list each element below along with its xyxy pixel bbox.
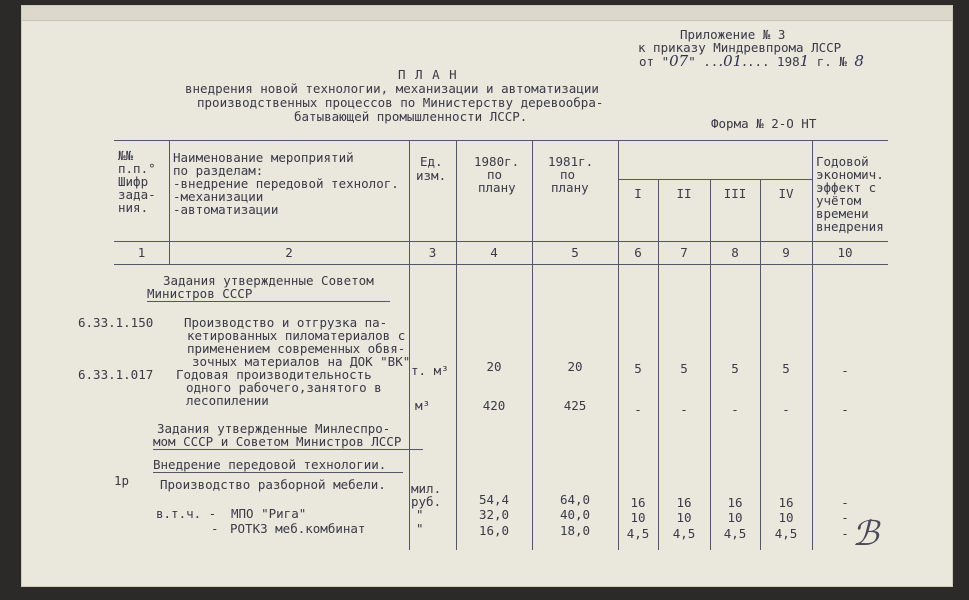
order-number: 8 bbox=[854, 52, 864, 70]
form-label: Форма № 2-О НТ bbox=[711, 116, 817, 131]
plan-title: П Л А Н bbox=[398, 67, 458, 82]
row-3-q3: 16 bbox=[727, 495, 743, 510]
col-number-2: 2 bbox=[285, 245, 293, 260]
header-quarter-1: I bbox=[634, 186, 642, 201]
header-col10-line-3: эффект с bbox=[816, 180, 877, 195]
row-5-q3: 4,5 bbox=[723, 526, 747, 541]
col-number-6: 6 bbox=[634, 245, 642, 260]
row-2-name-line-2: одного рабочего,занятого в bbox=[186, 380, 382, 395]
row-3-unit-line-2: руб. bbox=[411, 494, 442, 509]
row-3-code: 1р bbox=[114, 473, 130, 488]
row-5-q4: 4,5 bbox=[774, 526, 798, 541]
plan-title-line-1: внедрения новой технологии, механизации и автоматизации bbox=[185, 81, 599, 96]
header-col5-line-3: плану bbox=[551, 180, 589, 195]
col-divider-9 bbox=[812, 140, 813, 550]
header-rule bbox=[114, 241, 888, 242]
row-4-prefix: в.т.ч. - bbox=[156, 506, 217, 521]
row-2-q3: - bbox=[731, 402, 739, 417]
row-1-name-line-1: Производство и отгрузка па- bbox=[184, 315, 388, 330]
row-2-unit: м³ bbox=[415, 398, 431, 413]
appendix-line-1: Приложение № 3 bbox=[680, 27, 786, 42]
header-quarter-4: IV bbox=[778, 186, 794, 201]
header-col2-line-1: Наименование мероприятий bbox=[173, 150, 354, 165]
order-year-digit: 1 bbox=[799, 52, 810, 70]
row-5-prefix: - bbox=[211, 521, 219, 536]
row-5-name: РОТКЗ меб.комбинат bbox=[230, 521, 366, 536]
row-4-effect: - bbox=[841, 510, 849, 525]
row-2-name-line-3: лесопилении bbox=[186, 393, 269, 408]
row-1-name-line-2: кетированных пиломатериалов с bbox=[187, 328, 406, 343]
row-5-1981: 18,0 bbox=[559, 523, 591, 538]
appendix-line-3: от "07" ...01.... 1981 г. № 8 bbox=[639, 52, 864, 70]
row-1-1980: 20 bbox=[486, 359, 502, 374]
header-col10-line-6: внедрения bbox=[816, 219, 884, 234]
col-number-4: 4 bbox=[490, 245, 498, 260]
row-2-q2: - bbox=[680, 402, 688, 417]
col-number-1: 1 bbox=[137, 245, 146, 260]
col-divider-5 bbox=[618, 140, 619, 550]
row-2-1981: 425 bbox=[563, 398, 587, 413]
header-col2-line-3: -внедрение передовой технолог. bbox=[173, 176, 399, 191]
col-divider-3 bbox=[456, 140, 457, 550]
row-2-effect: - bbox=[841, 402, 849, 417]
col-number-3: 3 bbox=[428, 245, 437, 260]
row-1-q1: 5 bbox=[634, 361, 642, 376]
row-4-q1: 10 bbox=[630, 510, 646, 525]
header-col4-line-3: плану bbox=[478, 180, 516, 195]
row-4-q4: 10 bbox=[778, 510, 794, 525]
row-1-effect: - bbox=[841, 363, 849, 378]
plan-title-line-3: батывающей промышленности ЛССР. bbox=[294, 109, 528, 124]
row-2-name-line-1: Годовая производительность bbox=[176, 367, 372, 382]
row-3-1981: 64,0 bbox=[559, 492, 591, 507]
header-col5-line-2: по bbox=[560, 167, 576, 182]
row-3-q2: 16 bbox=[676, 495, 692, 510]
row-5-q1: 4,5 bbox=[626, 526, 650, 541]
numbers-rule bbox=[114, 264, 888, 265]
row-3-name: Производство разборной мебели. bbox=[160, 477, 386, 492]
row-1-code: 6.33.1.150 bbox=[78, 315, 154, 330]
header-col4-line-1: 1980г. bbox=[474, 154, 520, 169]
row-1-q4: 5 bbox=[782, 361, 790, 376]
order-day: 07 bbox=[669, 52, 689, 70]
col-number-8: 8 bbox=[731, 245, 739, 260]
row-4-1980: 32,0 bbox=[478, 507, 510, 522]
header-col10-line-2: экономич. bbox=[816, 167, 884, 182]
handwritten-mark: ℬ bbox=[852, 514, 879, 554]
header-col3-line-2: изм. bbox=[416, 168, 447, 183]
col-number-5: 5 bbox=[571, 245, 579, 260]
header-col1-line-3: Шифр bbox=[118, 174, 149, 189]
header-col1-line-1: №№ bbox=[118, 148, 134, 163]
col-divider-4 bbox=[532, 140, 533, 550]
row-1-q3: 5 bbox=[731, 361, 739, 376]
row-1-name-line-3: применением современных обвя- bbox=[187, 341, 406, 356]
section-2-line-1: Задания утвержденные Минлеспро- bbox=[157, 421, 391, 436]
col-number-10: 10 bbox=[837, 245, 853, 260]
row-2-q1: - bbox=[634, 402, 642, 417]
header-col3-line-1: Ед. bbox=[420, 154, 443, 169]
row-4-q2: 10 bbox=[676, 510, 692, 525]
header-col1-line-4: зада- bbox=[118, 187, 156, 202]
col-number-9: 9 bbox=[782, 245, 790, 260]
row-2-q4: - bbox=[782, 402, 790, 417]
header-quarter-3: III bbox=[723, 186, 747, 201]
order-month: .01. bbox=[718, 52, 747, 70]
col-number-7: 7 bbox=[680, 245, 688, 260]
header-col4-line-2: по bbox=[487, 167, 503, 182]
row-4-q3: 10 bbox=[727, 510, 743, 525]
header-col2-line-5: -автоматизации bbox=[173, 202, 279, 217]
document-sheet bbox=[22, 6, 952, 586]
row-5-unit: " bbox=[416, 521, 424, 536]
row-4-1981: 40,0 bbox=[559, 507, 591, 522]
row-1-q2: 5 bbox=[680, 361, 688, 376]
row-3-q4: 16 bbox=[778, 495, 794, 510]
row-2-1980: 420 bbox=[482, 398, 506, 413]
row-3-1980: 54,4 bbox=[478, 492, 510, 507]
header-col1-line-2: п.п.° bbox=[118, 161, 156, 176]
row-4-name: МПО "Рига" bbox=[231, 506, 307, 521]
header-col1-line-5: ния. bbox=[118, 200, 149, 215]
quarter-rule bbox=[618, 179, 812, 180]
row-3-effect: - bbox=[841, 495, 849, 510]
table-top-rule bbox=[114, 140, 888, 141]
row-1-name-line-4: зочных материалов на ДОК "ВК" bbox=[192, 354, 411, 369]
row-5-effect: - bbox=[841, 526, 849, 541]
header-quarter-2: II bbox=[676, 186, 692, 201]
row-4-unit: " bbox=[416, 507, 424, 522]
section-2-line-2: мом СССР и Советом Министров ЛССР bbox=[153, 435, 423, 450]
row-3-q1: 16 bbox=[630, 495, 646, 510]
row-3-unit-line-1: мил. bbox=[411, 481, 442, 496]
header-col10-line-1: Годовой bbox=[816, 154, 869, 169]
header-col10-line-4: учётом bbox=[816, 193, 862, 208]
row-1-1981: 20 bbox=[567, 359, 583, 374]
section-3-title: Внедрение передовой технологии. bbox=[153, 458, 403, 473]
appendix-line-2: к приказу Миндревпрома ЛССР bbox=[638, 40, 842, 55]
plan-title-line-2: производственных процессов по Министерству деревообра- bbox=[197, 95, 604, 110]
header-col5-line-1: 1981г. bbox=[548, 154, 594, 169]
row-5-1980: 16,0 bbox=[478, 523, 510, 538]
row-1-unit: т. м³ bbox=[411, 363, 449, 378]
header-col2-line-2: по разделам: bbox=[173, 163, 264, 178]
section-1-line-2: Министров СССР bbox=[147, 287, 390, 302]
header-col10-line-5: времени bbox=[816, 206, 869, 221]
header-col2-line-4: -механизации bbox=[173, 189, 264, 204]
section-1-line-1: Задания утвержденные Советом bbox=[163, 273, 374, 288]
row-2-code: 6.33.1.017 bbox=[78, 367, 154, 382]
binder-edge bbox=[22, 6, 952, 21]
row-5-q2: 4,5 bbox=[672, 526, 696, 541]
